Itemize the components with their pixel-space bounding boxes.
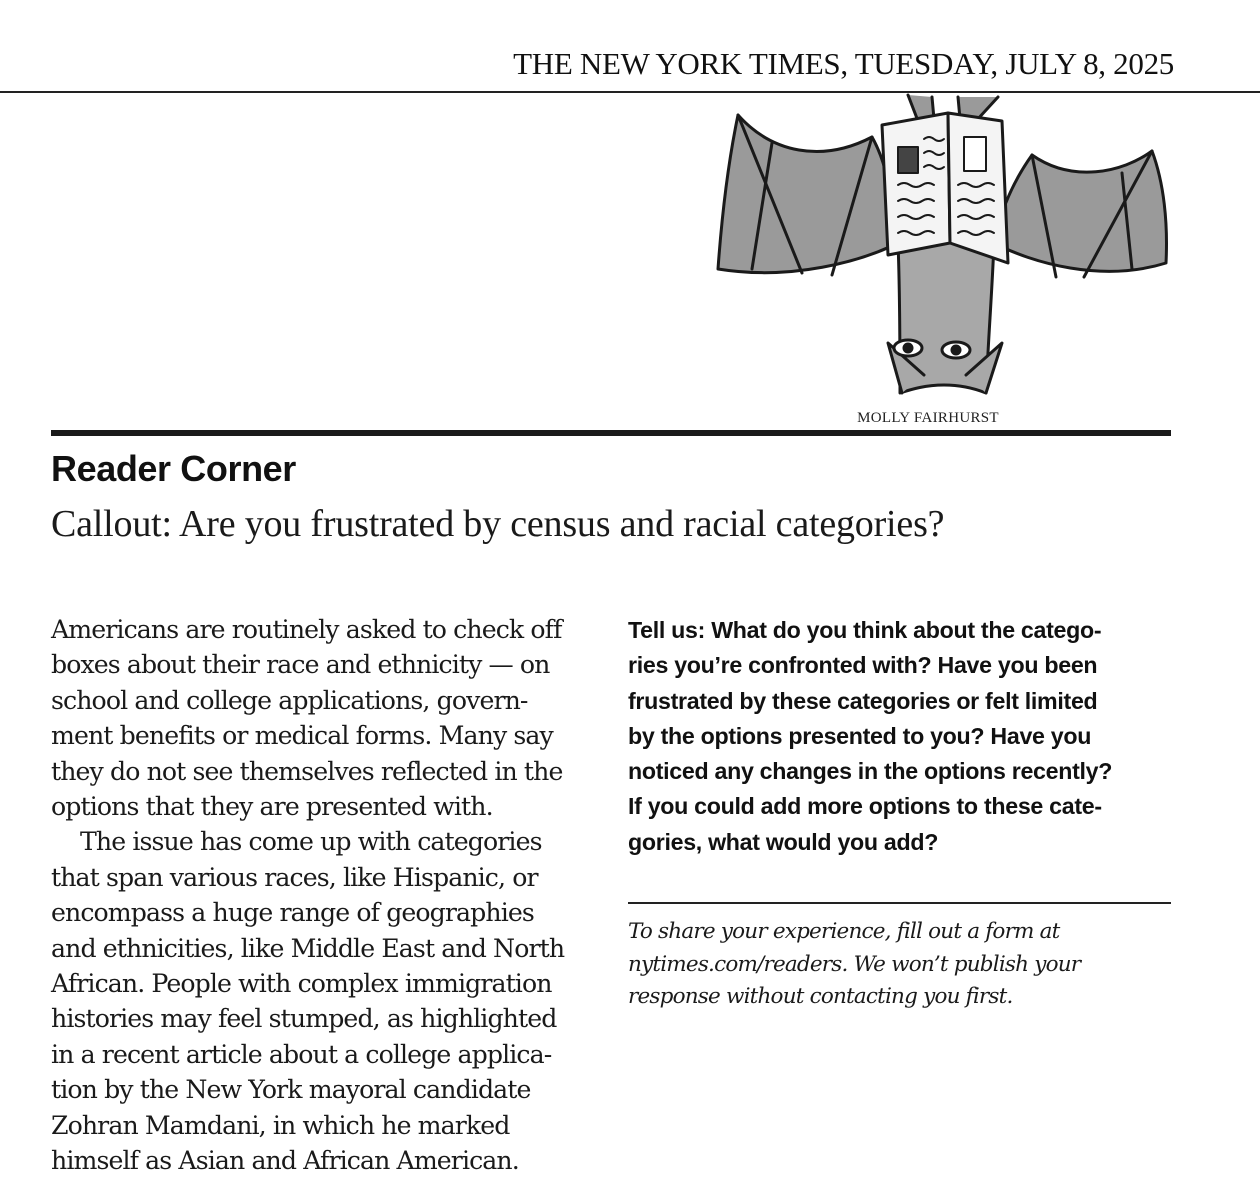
- body-line: encompass a huge range of geographies: [51, 898, 534, 928]
- callout-line: noticed any changes in the options recently?: [628, 758, 1113, 785]
- body-line: Americans are routinely asked to check off: [51, 615, 562, 644]
- callout-line: frustrated by these categories or felt limited: [628, 687, 1098, 714]
- body-line: that span various races, like Hispanic, or: [51, 862, 538, 892]
- body-line: boxes about their race and ethnicity — on: [51, 650, 550, 680]
- submission-note: [628, 916, 1173, 1014]
- masthead-dateline: THE NEW YORK TIMES, TUESDAY, JULY 8, 2025: [513, 46, 1174, 81]
- callout-line: ries you’re confronted with? Have you been: [628, 652, 1098, 679]
- body-line: options that they are presented with.: [51, 792, 493, 822]
- body-line: and ethnicities, like Middle East and North: [51, 933, 565, 963]
- article-body: [51, 612, 599, 1179]
- body-line: tion by the New York mayoral candidate: [51, 1075, 531, 1105]
- illustration-credit: MOLLY FAIRHURST: [857, 410, 999, 426]
- body-line: Zohran Mamdani, in which he marked: [51, 1110, 510, 1140]
- body-line: in a recent article about a college applica-: [51, 1039, 552, 1069]
- body-line: they do not see themselves reflected in the: [51, 756, 563, 786]
- body-line: histories may feel stumped, as highlighted: [51, 1004, 557, 1034]
- callout-line: Tell us: What do you think about the catego-: [628, 617, 1102, 643]
- bat-reading-newspaper-icon: [712, 93, 1178, 401]
- callout-line: by the options presented to you? Have you: [628, 722, 1092, 749]
- callout-divider: [628, 902, 1171, 904]
- section-rule: [51, 430, 1171, 436]
- section-title: Reader Corner: [51, 448, 296, 489]
- body-line: school and college applications, govern-: [51, 685, 528, 715]
- body-line: himself as Asian and African American.: [51, 1146, 519, 1176]
- body-line: The issue has come up with categories: [80, 827, 542, 857]
- callout-line: If you could add more options to these cate-: [628, 793, 1102, 820]
- note-line: nytimes.com/readers. We won’t publish your: [628, 951, 1081, 977]
- headline: Callout: Are you frustrated by census and racial categories?: [51, 503, 945, 545]
- note-line: response without contacting you first.: [628, 984, 1013, 1010]
- body-line: African. People with complex immigration: [51, 969, 552, 999]
- note-line: To share your experience, fill out a form at: [628, 919, 1060, 944]
- callout-prompt: [628, 613, 1173, 860]
- callout-line: gories, what would you add?: [628, 828, 939, 855]
- body-line: ment benefits or medical forms. Many say: [51, 721, 553, 751]
